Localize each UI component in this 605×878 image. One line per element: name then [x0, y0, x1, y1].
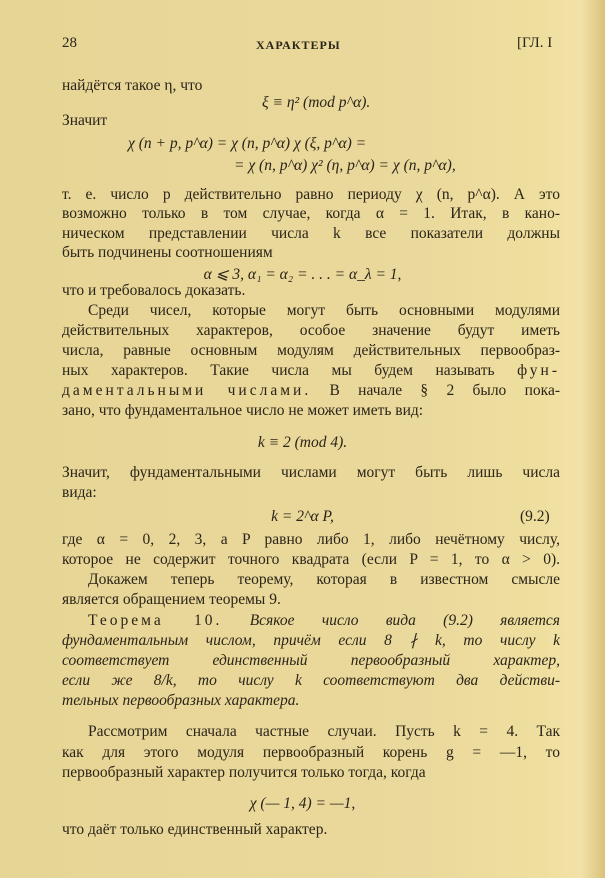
text-line: т. е. число p действительно равно периоду χ (n, p^α). А это [62, 186, 560, 203]
equation: χ (— 1, 4) = —1, [249, 795, 356, 812]
text-line: что и требовалось доказать. [62, 282, 246, 299]
equation: ξ ≡ η² (mod p^α). [262, 94, 371, 111]
text-line: как для этого модуля первообразный корень g = —1, то [62, 744, 560, 761]
text-span: ных характеров. Такие числа мы будем называть [62, 362, 495, 379]
text-line: Рассмотрим сначала частные случаи. Пусть k = 4. Так [88, 723, 560, 740]
theorem-line: тельных первообразных характера. [62, 692, 300, 709]
text-line: Докажем теперь теорему, которая в известном смысле [88, 571, 560, 588]
theorem-line: соответствует единственный первообразный характер, [62, 652, 560, 669]
equation: k ≡ 2 (mod 4). [257, 434, 348, 451]
text-line: Значит [62, 112, 108, 129]
text-line: возможно только в том случае, когда α = 1. Итак, в кано- [62, 205, 560, 222]
text-line: зано, что фундаментальное число не может иметь вид: [62, 402, 424, 419]
text-line: первообразный характер получится только тогда, когда [62, 764, 426, 781]
text-line: ническом представлении числа k все показатели должны [62, 225, 560, 242]
text-line: Значит, фундаментальными числами могут быть лишь числа [62, 464, 560, 481]
text-line: вида: [62, 484, 97, 501]
running-title: ХАРАКТЕРЫ [256, 38, 341, 52]
theorem-line: если же 8/k, то числу k соответствуют два действи- [62, 672, 560, 689]
text-line: является обращением теоремы 9. [62, 591, 281, 608]
spaced-term: фун- [517, 362, 561, 379]
text-span: В начале § 2 было пока- [329, 382, 560, 399]
text-line: что даёт только единственный характер. [62, 821, 328, 838]
text-line: которое не содержит точного квадрата (если P = 1, то α > 0). [62, 551, 560, 568]
equation: k = 2^α P, [271, 508, 334, 525]
text-span: Всякое число вида (9.2) является [249, 612, 561, 629]
equation-number: (9.2) [520, 508, 550, 525]
theorem-line [88, 611, 560, 631]
text-line: Среди чисел, которые могут быть основными модулями [88, 302, 560, 319]
text-line: действительных характеров, особое значение будут иметь [62, 322, 560, 339]
text-line: где α = 0, 2, 3, а P равно либо 1, либо нечётному числу, [62, 531, 560, 548]
text-line: числа, равные основным модулям действительных первообраз- [62, 342, 560, 359]
equation: α ⩽ 3, α₁ = α₂ = . . . = α_λ = 1, [203, 266, 402, 283]
spaced-term: даментальными числами. [62, 382, 312, 399]
chapter-label: [ГЛ. I [517, 35, 553, 51]
equation: χ (n + p, p^α) = χ (n, p^α) χ (ξ, p^α) = [128, 135, 367, 152]
text-line [62, 361, 560, 381]
page-number: 28 [62, 35, 77, 51]
text-line: быть подчинены соотношениям [62, 244, 273, 261]
theorem-line: фундаментальным числом, причём если 8 ∤ k, то числу k [62, 632, 560, 649]
text-line: найдётся такое η, что [62, 77, 203, 94]
equation: = χ (n, p^α) χ² (η, p^α) = χ (n, p^α), [234, 157, 456, 174]
text-line [62, 381, 560, 401]
theorem-label: Теорема 10. [88, 612, 223, 629]
